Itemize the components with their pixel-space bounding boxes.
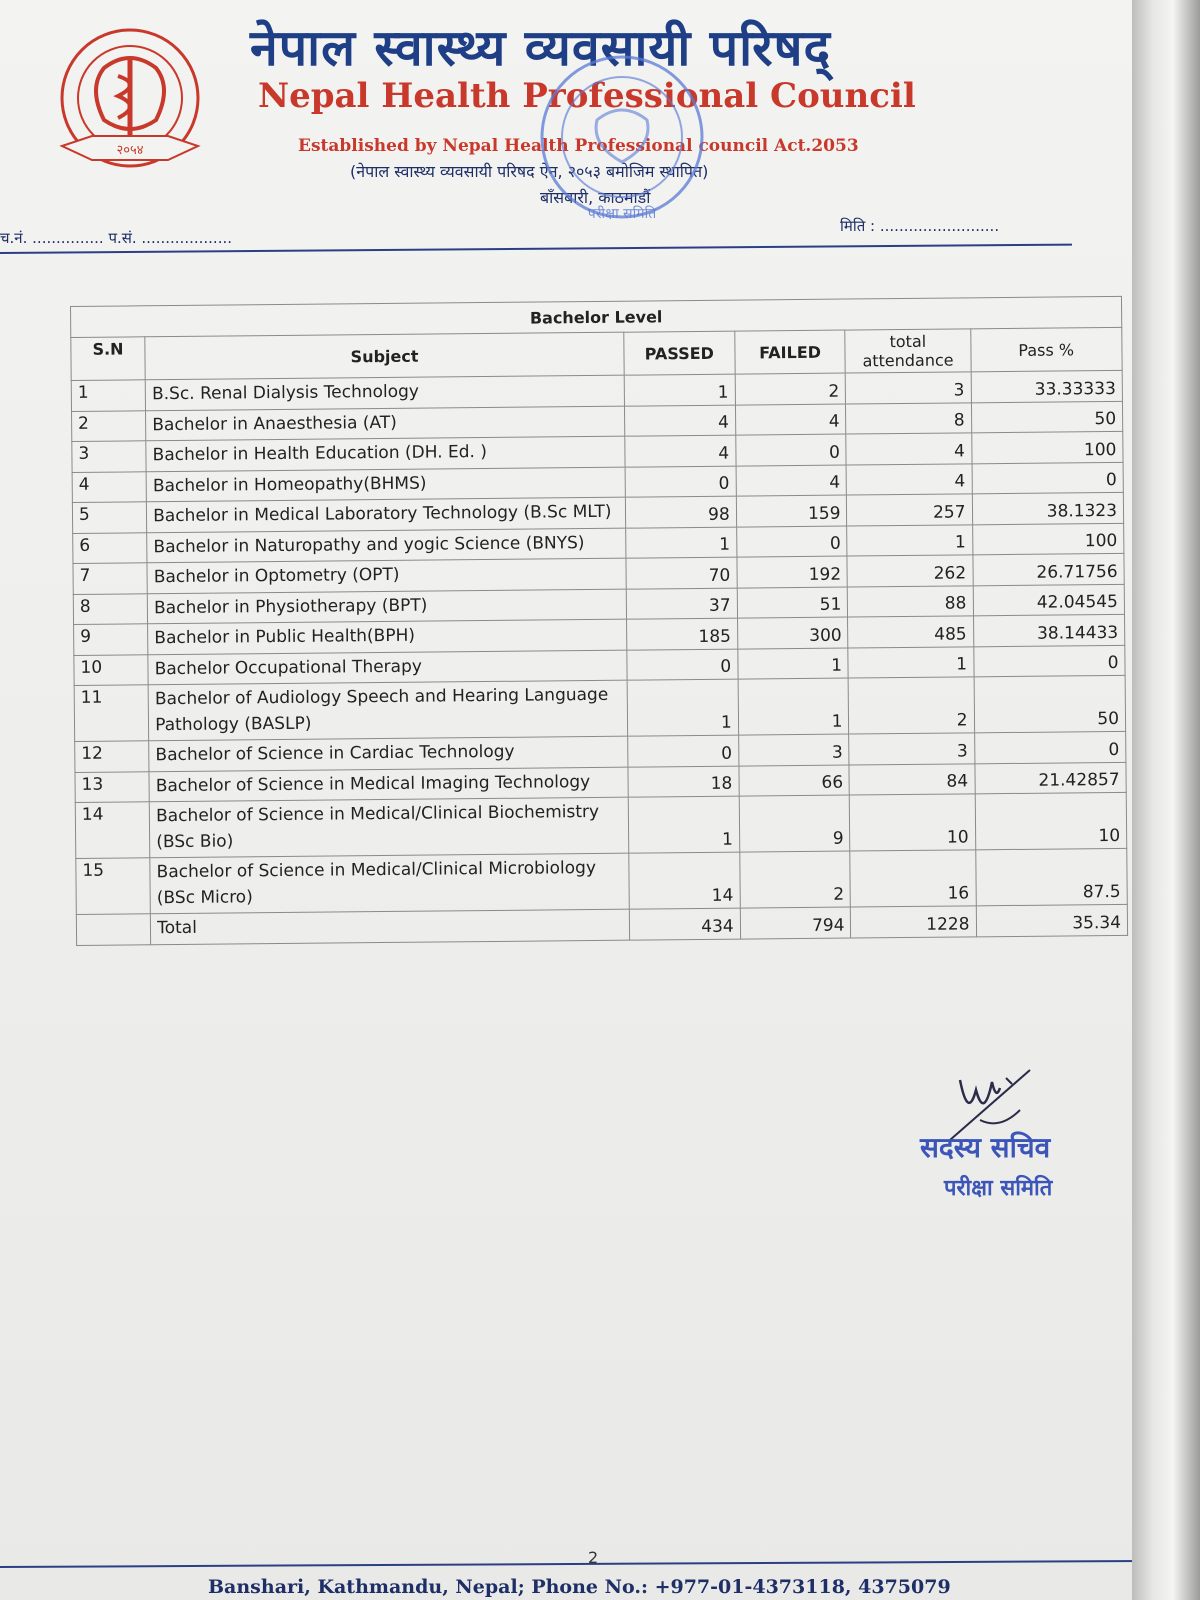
header-passed: PASSED [624, 331, 735, 375]
row-total-attendance: 485 [848, 616, 973, 648]
stamp-text: परीक्षा समिति [587, 206, 657, 222]
header-subject: Subject [145, 332, 624, 380]
row-pass-percent: 38.1323 [972, 492, 1124, 524]
row-pass-percent: 38.14433 [973, 614, 1125, 646]
row-passed: 4 [624, 405, 735, 437]
header-sn: S.N [71, 337, 146, 381]
row-failed: 3 [738, 734, 849, 766]
row-sn: 9 [74, 624, 148, 655]
row-passed: 1 [627, 679, 738, 736]
row-pass-percent: 0 [973, 645, 1125, 677]
row-total-attendance: 257 [847, 494, 972, 526]
row-failed: 0 [736, 526, 847, 558]
row-total-attendance: 8 [846, 402, 971, 434]
row-passed: 18 [628, 766, 739, 798]
row-failed: 192 [737, 556, 848, 588]
row-failed: 0 [735, 434, 846, 466]
results-table-container [70, 296, 1128, 946]
row-passed: 98 [625, 496, 736, 528]
row-passed: 0 [625, 466, 736, 498]
row-pass-percent: 0 [974, 731, 1126, 763]
row-pass-percent: 10 [975, 792, 1127, 849]
row-total-attendance: 10 [850, 794, 976, 851]
row-failed: 1 [738, 648, 849, 680]
row-sn: 12 [75, 741, 149, 772]
row-pass-percent: 42.04545 [973, 584, 1125, 616]
total-sn-cell [76, 914, 150, 945]
row-failed: 2 [739, 851, 850, 908]
row-sn: 6 [73, 532, 147, 563]
row-failed: 4 [735, 404, 846, 436]
row-failed: 66 [739, 765, 850, 797]
logo-year-text: २०५४ [116, 143, 144, 158]
row-subject: B.Sc. Renal Dialysis Technology [145, 375, 624, 410]
row-pass-percent: 0 [972, 462, 1124, 494]
page-number: 2 [588, 1548, 599, 1567]
row-total-attendance: 262 [847, 555, 972, 587]
row-subject: Bachelor in Medical Laboratory Technology (B.Sc MLT) [147, 497, 626, 532]
row-sn: 5 [72, 502, 146, 533]
council-title-nepali: नेपाल स्वास्थ्य व्यवसायी परिषद् [250, 19, 832, 77]
table-row [75, 792, 1126, 858]
row-pass-percent: 50 [974, 675, 1126, 732]
row-pass-percent: 21.42857 [974, 762, 1126, 794]
row-sn: 1 [71, 380, 145, 411]
row-passed: 185 [626, 618, 737, 650]
row-subject: Bachelor in Health Education (DH. Ed. ) [146, 436, 625, 471]
date-line: मिति : ......................... [840, 217, 1000, 235]
footer-contact: Banshari, Kathmandu, Nepal; Phone No.: +977-01-4373118, 4375079 [208, 1576, 951, 1598]
row-passed: 0 [628, 735, 739, 767]
row-subject: Bachelor of Science in Cardiac Technology [149, 736, 628, 771]
row-pass-percent: 100 [971, 431, 1123, 463]
row-sn: 10 [74, 654, 148, 685]
row-total-attendance: 3 [849, 733, 974, 765]
row-passed: 1 [624, 374, 735, 406]
row-subject: Bachelor in Anaesthesia (AT) [146, 406, 625, 441]
row-failed: 1 [738, 678, 849, 735]
row-passed: 1 [626, 527, 737, 559]
row-subject: Bachelor in Optometry (OPT) [147, 558, 626, 593]
row-passed: 1 [628, 796, 739, 853]
reference-number-line: च.नं. ............... प.सं. ................... [0, 229, 233, 247]
row-pass-percent: 50 [971, 401, 1123, 433]
row-subject: Bachelor in Naturopathy and yogic Science (BNYS) [147, 528, 626, 563]
row-subject: Bachelor Occupational Therapy [148, 650, 627, 685]
table-row [76, 848, 1127, 914]
row-total-attendance: 3 [846, 372, 971, 404]
exam-committee-stamp [535, 50, 710, 225]
signatory-committee: परीक्षा समिति [944, 1176, 1053, 1201]
established-english: Established by Nepal Health Professional council Act.2053 [298, 136, 859, 156]
total-passed: 434 [629, 908, 740, 940]
header-failed: FAILED [734, 330, 845, 374]
row-passed: 14 [629, 852, 740, 909]
row-total-attendance: 1 [848, 646, 973, 678]
row-total-attendance: 4 [847, 463, 972, 495]
row-sn: 14 [75, 802, 150, 859]
table-caption: Bachelor Level [71, 296, 1122, 337]
row-subject: Bachelor of Audiology Speech and Hearing Language Pathology (BASLP) [148, 680, 627, 741]
row-passed: 37 [626, 588, 737, 620]
total-pass-percent: 35.34 [976, 904, 1128, 936]
established-nepali: (नेपाल स्वास्थ्य व्यवसायी परिषद ऐन, २०५३ बमोजिम स्थापित) [350, 162, 709, 181]
row-sn: 13 [75, 771, 149, 802]
row-failed: 159 [736, 495, 847, 527]
row-sn: 3 [72, 441, 146, 472]
row-failed: 2 [735, 373, 846, 405]
header-total-attendance: total attendance [845, 329, 970, 373]
row-total-attendance: 88 [848, 585, 973, 617]
council-logo [52, 28, 208, 178]
total-label: Total [151, 909, 630, 944]
row-subject: Bachelor in Homeopathy(BHMS) [146, 467, 625, 502]
total-attendance: 1228 [851, 906, 976, 938]
row-total-attendance: 4 [846, 433, 971, 465]
row-subject: Bachelor of Science in Medical Imaging Technology [149, 767, 628, 802]
row-total-attendance: 1 [847, 524, 972, 556]
row-sn: 7 [73, 563, 147, 594]
address-nepali: बाँसबारी, काठमाडौं [540, 188, 651, 207]
table-row [74, 675, 1125, 741]
header-pass-percent: Pass % [970, 327, 1122, 371]
row-failed: 9 [739, 795, 850, 852]
row-passed: 70 [626, 557, 737, 589]
row-sn: 4 [72, 471, 146, 502]
row-sn: 11 [74, 685, 149, 742]
row-pass-percent: 100 [972, 523, 1124, 555]
row-passed: 0 [627, 649, 738, 681]
row-subject: Bachelor in Physiotherapy (BPT) [147, 589, 626, 624]
row-failed: 300 [737, 617, 848, 649]
signatory-title: सदस्य सचिव [920, 1131, 1051, 1164]
row-subject: Bachelor of Science in Medical/Clinical Biochemistry (BSc Bio) [149, 797, 628, 858]
row-failed: 4 [736, 465, 847, 497]
row-subject: Bachelor in Public Health(BPH) [148, 619, 627, 654]
council-title-english: Nepal Health Professional Council [258, 76, 916, 116]
results-table [70, 296, 1128, 946]
total-failed: 794 [740, 907, 851, 939]
table-body [71, 370, 1127, 914]
row-sn: 2 [72, 410, 146, 441]
row-total-attendance: 84 [849, 763, 974, 795]
row-subject: Bachelor of Science in Medical/Clinical Microbiology (BSc Micro) [150, 853, 629, 914]
background-surface [1132, 0, 1200, 1600]
row-pass-percent: 33.33333 [971, 370, 1123, 402]
row-total-attendance: 2 [849, 677, 975, 734]
row-pass-percent: 26.71756 [972, 553, 1124, 585]
row-sn: 15 [76, 858, 151, 915]
row-passed: 4 [625, 435, 736, 467]
row-total-attendance: 16 [850, 850, 976, 907]
footer-divider [0, 1560, 1150, 1568]
row-sn: 8 [73, 593, 147, 624]
row-pass-percent: 87.5 [975, 848, 1127, 905]
row-failed: 51 [737, 587, 848, 619]
